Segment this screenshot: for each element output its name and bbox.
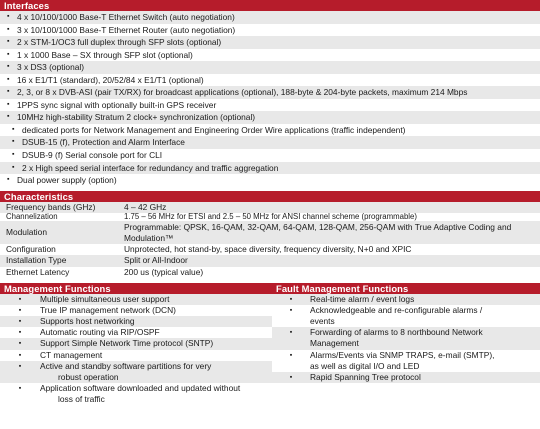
characteristics-value: Unprotected, hot stand-by, space diversity, frequency diversity, N+0 and XPIC [124, 243, 412, 254]
management-item-line1: True IP management network (DCN) [40, 304, 176, 315]
bullet-icon: ▪ [7, 63, 10, 71]
interface-item-text: dedicated ports for Network Management and Engineering Order Wire applications (traffic independent) [22, 124, 406, 135]
bullet-icon: ▪ [289, 373, 293, 381]
interface-item [0, 49, 540, 62]
management-item [0, 338, 272, 349]
interface-item [0, 124, 540, 137]
bullet-icon: ▪ [289, 295, 293, 303]
fault-item [272, 350, 540, 372]
bullet-icon: ▪ [289, 329, 293, 337]
interfaces-list [0, 11, 540, 187]
interface-item-text: 3 x 10/100/1000 Base-T Ethernet Router (auto negotiation) [17, 24, 236, 35]
interface-item [0, 162, 540, 175]
interface-item [0, 99, 540, 112]
management-item-line1: Application software downloaded and updated without [40, 383, 241, 394]
interface-item-text: 2 x STM-1/OC3 full duplex through SFP slots (optional) [17, 37, 222, 48]
characteristics-key: Channelization [6, 213, 58, 221]
management-item [0, 327, 272, 338]
interface-item [0, 149, 540, 162]
interface-item-text: 1PPS sync signal with optionally built-in GPS receiver [17, 99, 217, 110]
fault-item [272, 305, 540, 327]
characteristics-value: Split or All-Indoor [124, 255, 188, 266]
bullet-icon: ▪ [7, 88, 10, 96]
management-item-text [40, 327, 272, 338]
bullet-icon: ▪ [12, 163, 15, 171]
bullet-icon: ▪ [18, 351, 22, 359]
fault-item-text [310, 327, 540, 349]
interface-item-text: 16 x E1/T1 (standard), 20/52/84 x E1/T1 (optional) [17, 74, 204, 85]
management-item [0, 294, 272, 305]
interface-item-text: DSUB-15 (f), Protection and Alarm Interface [22, 137, 185, 148]
management-item-text [40, 294, 272, 305]
characteristics-value: 200 us (typical value) [124, 266, 204, 277]
fault-management-functions-list [272, 294, 540, 406]
bullet-icon: ▪ [7, 75, 10, 83]
bullet-icon: ▪ [12, 138, 15, 146]
interfaces-header: Interfaces [0, 0, 540, 11]
bullet-icon: ▪ [7, 50, 10, 58]
management-item-text [40, 361, 272, 383]
characteristics-row [0, 267, 540, 279]
management-item-line1: Support Simple Network Time protocol (SNTP) [40, 338, 214, 349]
fault-item-line1: Acknowledgeable and re-configurable alarms / [310, 304, 483, 315]
fault-item [272, 372, 540, 383]
fault-item-line1: Real-time alarm / event logs [310, 293, 415, 304]
characteristics-row [0, 221, 540, 244]
bullet-icon: ▪ [18, 340, 22, 348]
characteristics-key: Installation Type [6, 255, 67, 266]
interface-item-text: 1 x 1000 Base – SX through SFP slot (optional) [17, 49, 193, 60]
management-functions-title: Management Functions [4, 282, 111, 294]
characteristics-value: Programmable: QPSK, 16-QAM, 32-QAM, 64-QAM, 128-QAM, 256-QAM with True Adaptive Coding and Modulation™ [124, 221, 512, 243]
bullet-icon: ▪ [7, 176, 10, 184]
management-item-line1: Automatic routing via RIP/OSPF [40, 327, 160, 338]
characteristics-value: 4 – 42 GHz [124, 201, 167, 212]
functions-header [0, 283, 540, 294]
fault-item-text [310, 294, 540, 305]
bullet-icon: ▪ [18, 385, 22, 393]
management-item [0, 316, 272, 327]
bullet-icon: ▪ [7, 113, 10, 121]
interface-item-text: DSUB-9 (f) Serial console port for CLI [22, 150, 163, 161]
fault-item [272, 327, 540, 349]
characteristics-header: Characteristics [0, 191, 540, 202]
characteristics-key: Frequency bands (GHz) [6, 201, 96, 212]
bullet-icon: ▪ [7, 100, 10, 108]
management-item-text [40, 316, 272, 327]
management-item-text [40, 350, 272, 361]
characteristics-key: Modulation [6, 226, 47, 237]
interface-item-text: Dual power supply (option) [17, 175, 117, 186]
interface-item [0, 24, 540, 37]
interface-item-text: 2, 3, or 8 x DVB-ASI (pair TX/RX) for broadcast applications (optional), 188-byte & 204-byte packets, maximum 214 Mbps [17, 87, 468, 98]
interface-item [0, 11, 540, 24]
fault-item-line1: Forwarding of alarms to 8 northbound Network [310, 327, 483, 338]
management-item-line2: robust operation [58, 371, 119, 382]
bullet-icon: ▪ [18, 329, 22, 337]
management-item [0, 305, 272, 316]
management-item-text [40, 338, 272, 349]
management-item [0, 350, 272, 361]
interface-item [0, 174, 540, 187]
bullet-icon: ▪ [7, 13, 10, 20]
bullet-icon: ▪ [12, 151, 15, 159]
management-item [0, 383, 272, 405]
bullet-icon: ▪ [18, 362, 22, 370]
bullet-icon: ▪ [12, 125, 15, 133]
functions-section [0, 283, 540, 406]
interface-item-text: 4 x 10/100/1000 Base-T Ethernet Switch (auto negotiation) [17, 12, 235, 22]
bullet-icon: ▪ [289, 306, 293, 314]
interfaces-section [0, 0, 540, 187]
characteristics-section [0, 191, 540, 279]
interface-item [0, 61, 540, 74]
management-item-line1: CT management [40, 349, 103, 360]
characteristics-key: Configuration [6, 243, 56, 254]
fault-item-text [310, 372, 540, 383]
fault-item-line2: events [310, 315, 335, 326]
fault-item-line2: Management [310, 338, 359, 349]
characteristics-key: Ethernet Latency [6, 266, 70, 277]
bullet-icon: ▪ [7, 25, 10, 33]
characteristics-row [0, 255, 540, 267]
management-item-text [40, 383, 272, 405]
interface-item [0, 111, 540, 124]
management-item-line1: Supports host networking [40, 315, 135, 326]
characteristics-table [0, 202, 540, 279]
characteristics-row [0, 244, 540, 256]
characteristics-row [0, 213, 540, 221]
characteristics-row [0, 202, 540, 214]
fault-item-text [310, 350, 540, 372]
fault-item-line2: as well as digital I/O and LED [310, 360, 420, 371]
management-functions-list [0, 294, 272, 406]
management-item-line1: Active and standby software partitions for very [40, 360, 212, 371]
interface-item-text: 10MHz high-stability Stratum 2 clock+ synchronization (optional) [17, 112, 256, 123]
bullet-icon: ▪ [18, 295, 22, 303]
fault-item-line1: Alarms/Events via SNMP TRAPS, e-mail (SMTP), [310, 349, 495, 360]
interface-item [0, 36, 540, 49]
bullet-icon: ▪ [289, 351, 293, 359]
management-item-text [40, 305, 272, 316]
fault-management-functions-title: Fault Management Functions [276, 282, 409, 294]
functions-columns [0, 294, 540, 406]
interface-item-text: 3 x DS3 (optional) [17, 62, 85, 73]
interface-item [0, 86, 540, 99]
bullet-icon: ▪ [7, 38, 10, 46]
interface-item-text: 2 x High speed serial interface for redundancy and traffic aggregation [22, 162, 279, 173]
fault-item-text [310, 305, 540, 327]
management-item-line1: Multiple simultaneous user support [40, 293, 170, 304]
bullet-icon: ▪ [18, 306, 22, 314]
bullet-icon: ▪ [18, 317, 22, 325]
fault-item-line1: Rapid Spanning Tree protocol [310, 371, 421, 382]
interface-item [0, 136, 540, 149]
management-item-line2: loss of traffic [58, 394, 105, 405]
characteristics-value: 1.75 – 56 MHz for ETSI and 2.5 – 50 MHz for ANSI channel scheme (programmable) [124, 213, 417, 221]
management-item [0, 361, 272, 383]
interface-item [0, 74, 540, 87]
fault-item [272, 294, 540, 305]
